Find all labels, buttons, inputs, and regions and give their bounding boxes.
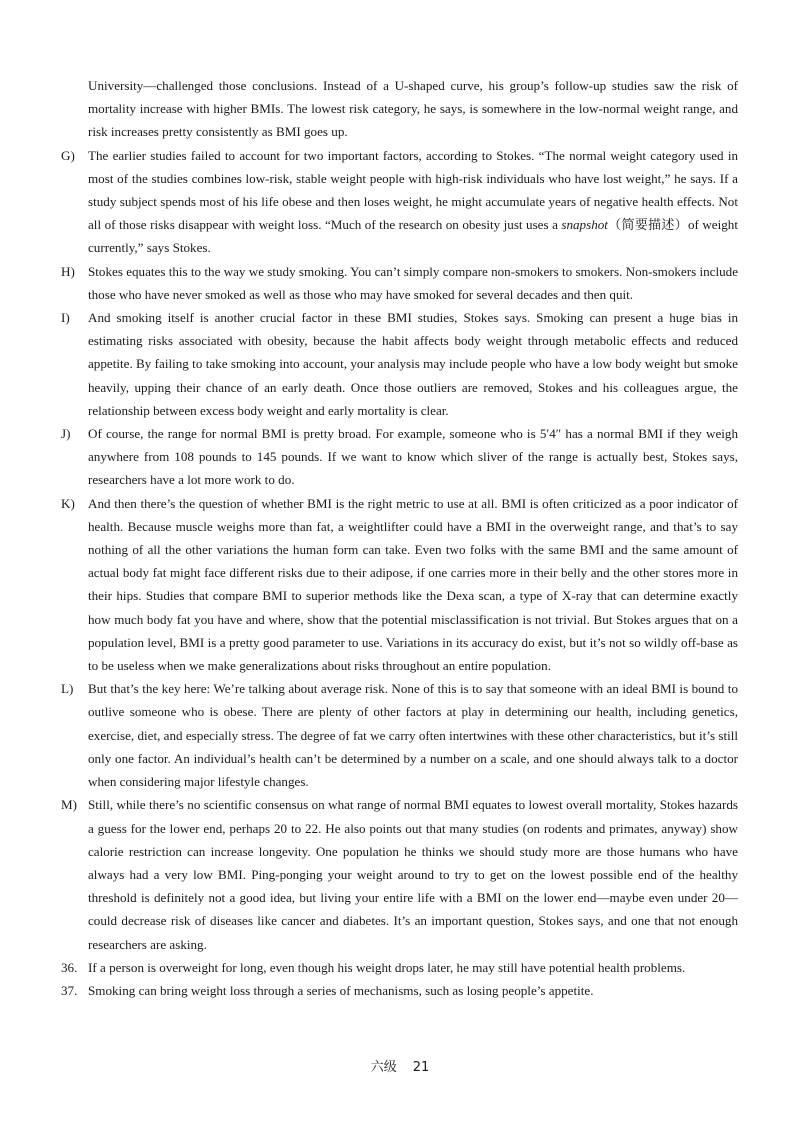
- paragraph-l: [61, 677, 738, 793]
- paragraph-text: Still, while there’s no scientific consensus on what range of normal BMI equates to lowest overall mortality, Stokes hazards a guess for the lower end, perhaps 20 to 22. He also points out that many studies (on rodents and primates, anyway) show calorie restriction can increase longevity. One population he thinks we should study more are those humans who have always had a very low BMI. Ping-ponging your weight around to try to get on the lowest possible end of the healthy threshold is definitely not a good idea, but living your entire life with a BMI on the lower end—maybe even under 20—could decrease risk of diseases like cancer and diabetes. It’s an important question, Stokes says, and one that not enough researchers are asking.: [88, 797, 738, 952]
- question-36: [61, 956, 738, 979]
- question-text: Smoking can bring weight loss through a series of mechanisms, such as losing people’s appetite.: [88, 982, 594, 998]
- italic-term: snapshot: [561, 217, 608, 233]
- paragraph-text: The earlier studies failed to account for two important factors, according to Stokes. “The normal weight category used in most of the studies combines low-risk, stable weight people with high-risk individuals who have lost weight,” he says. If a study subject spends most of his life obese and then loses weight, he might accumulate years of negative health effects. Not all of those risks disappear with weight loss. “Much of the research on obesity just uses a: [88, 147, 738, 233]
- paragraph-letter: G): [61, 147, 75, 163]
- paragraph-text: Stokes equates this to the way we study smoking. You can’t simply compare non-smokers to smokers. Non-smokers include those who have never smoked as well as those who may have smoked for several decades and then quit.: [88, 263, 739, 302]
- paragraph-continued: [61, 74, 738, 144]
- paragraph-h: [61, 260, 738, 306]
- paragraph-letter: K): [61, 495, 75, 511]
- paragraph-m: [61, 793, 738, 955]
- question-number: 37.: [61, 982, 78, 998]
- paragraph-k: [61, 492, 738, 678]
- paragraph-text-end: （简要描述）of weight currently,” says Stokes.: [88, 217, 738, 256]
- question-text: If a person is overweight for long, even though his weight drops later, he may still have potential health problems.: [88, 959, 686, 975]
- paragraph-letter: M): [61, 797, 78, 813]
- paragraph-text: But that’s the key here: We’re talking about average risk. None of this is to say that someone with an ideal BMI is bound to outlive someone who is obese. There are plenty of other factors at play in determining our health, including genetics, exercise, diet, and especially stress. The degree of fat we carry often intertwines with these other characteristics, but it’s still only one factor. An individual’s health can’t be determined by a number on a scale, and one should always talk to a doctor when considering major lifestyle changes.: [88, 681, 738, 790]
- paragraph-i: [61, 306, 738, 422]
- paragraph-text: Of course, the range for normal BMI is pretty broad. For example, someone who is 5′4″ has a normal BMI if they weigh anywhere from 108 pounds to 145 pounds. If we want to know which sliver of the range is actually best, Stokes says, researchers have a lot more work to do.: [88, 426, 738, 488]
- paragraph-text: And then there’s the question of whether BMI is the right metric to use at all. BMI is often criticized as a poor indicator of health. Because muscle weighs more than fat, a weightlifter could have a BMI in the overweight range, and that’s to say nothing of all the other variations the human form can take. Even two folks with the same BMI and the same amount of actual body fat might face different risks due to their adipose, if one carries more in their belly and the other stores more in their hips. Studies that compare BMI to superior methods like the Dexa scan, a type of X-ray that can determine exactly how much body fat you have and where, show that the potential misclassification is not trivial. But Stokes argues that on a population level, BMI is a pretty good parameter to use. Variations in its accuracy do exist, but it’s not so wildly off-base as to be useless when we make generalizations about risks throughout an entire population.: [88, 495, 738, 674]
- page-footer: [0, 1056, 800, 1075]
- paragraph-letter: J): [61, 426, 71, 442]
- paragraph-g: [61, 144, 738, 260]
- paragraph-text: University—challenged those conclusions. Instead of a U-shaped curve, his group’s follow-up studies saw the risk of mortality increase with higher BMIs. The lowest risk category, he says, is somewhere in the low-normal weight range, and risk increases pretty consistently as BMI goes up.: [88, 78, 738, 140]
- reading-passage: [61, 74, 738, 1002]
- paragraph-text: And smoking itself is another crucial factor in these BMI studies, Stokes says. Smoking can present a huge bias in estimating risks associated with obesity, because the habit affects body weight through metabolic effects and reduced appetite. By failing to take smoking into account, your analysis may include people who have a low body weight but smoke heavily, upping their chance of an early death. Once those outliers are removed, Stokes and his colleagues argue, the relationship between excess body weight and early mortality is clear.: [88, 310, 738, 418]
- paragraph-letter: L): [61, 681, 74, 697]
- paragraph-letter: H): [61, 263, 75, 279]
- paragraph-letter: I): [61, 310, 70, 326]
- question-37: [61, 979, 738, 1002]
- exam-level-label: 六级: [370, 1060, 397, 1075]
- question-number: 36.: [61, 959, 78, 975]
- paragraph-j: [61, 422, 738, 492]
- page-number: 21: [412, 1060, 430, 1075]
